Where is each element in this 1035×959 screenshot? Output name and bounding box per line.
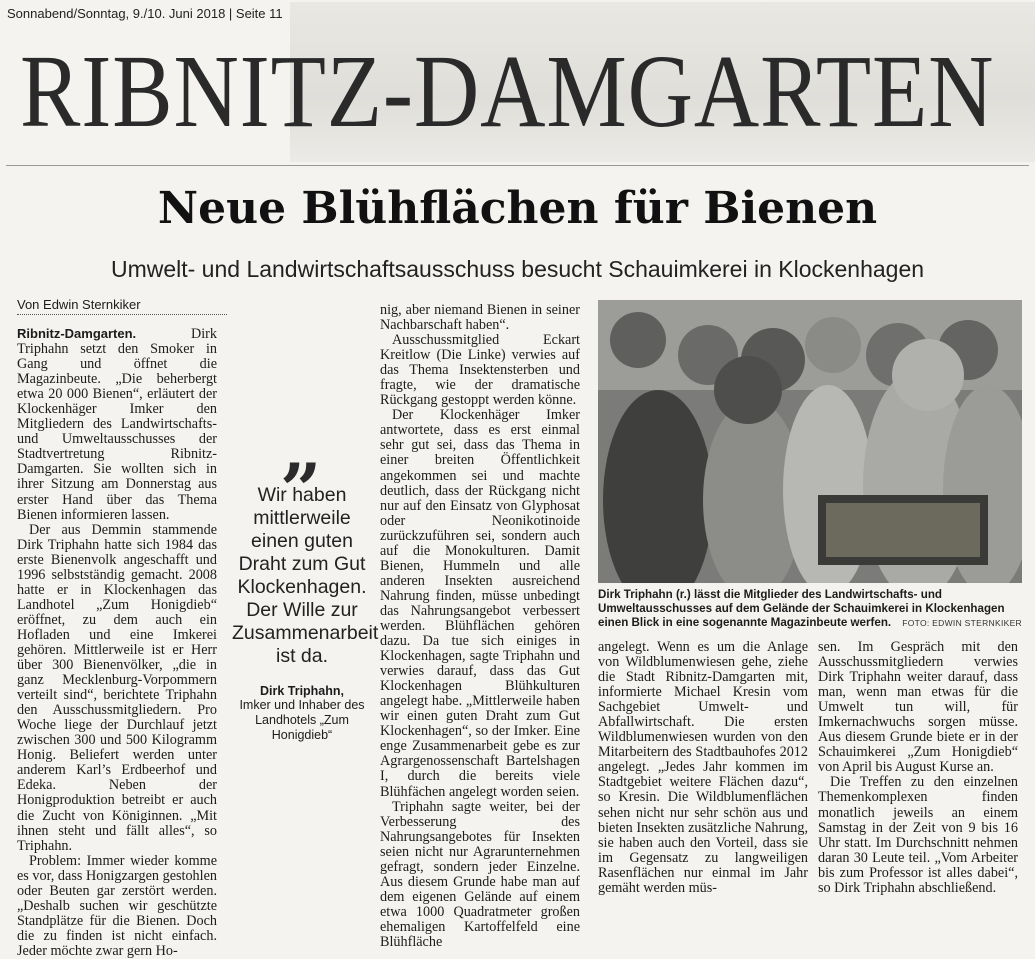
- paragraph: Triphahn sagte weiter, bei der Verbesserung des Nahrungsangebotes für Insekten seien nicht nur Agrarunternehmen gefragt, sondern jeder Einzelne. Aus diesem Grunde habe man auf dem eigenen Gelände auf einem etwa 1000 Quadratmeter großen ehemaligen Kartoffelfeld eine Blühfläche: [380, 798, 580, 950]
- paragraph: Problem: Immer wieder komme es vor, dass Honigzargen gestohlen oder Beuten gar zerstört werden. „Deshalb suchen wir geschützte Standplätze für die Bienen. Doch die zu finden ist nicht einfach. Jeder möchte zwar gern Ho-: [17, 852, 217, 959]
- paragraph: Der Klockenhäger Imker antwortete, dass es erst einmal sehr gut sei, dass das Thema in einer breiten Öffentlichkeit angekommen sei und machte deutlich, dass der Rückgang nicht nur auf den Einsatz von Glyphosat oder Neonikotinoide zurückzuführen sei, sondern auch auf die Monokulturen. Damit Bienen, Hummeln und alle anderen Insekten ausreichend Nahrung finden, müsse unbedingt das Nahrungsangebot verbessert werden. Blühflächen gehören dazu. Da tue sich einiges in Klockenhagen, sagte Triphahn und verwies darauf, dass das Gut Klockenhagen Blühkulturen angelegt habe. „Mittlerweile haben wir einen guten Draht zum Gut Klockenhagen“, so der Imker. Eine enge Zusammenarbeit gebe es zur Agrargenossenschaft Bartelshagen I, durch die bereits viele Blühfächen angelegt worden seien.: [380, 407, 580, 800]
- photo-caption: Dirk Triphahn (r.) lässt die Mitglieder des Landwirtschafts- und Umweltausschusses auf dem Gelände der Schauimkerei in Klockenhagen einen Blick in eine sogenannte Magazinbeute werfen.: [598, 588, 1005, 629]
- paragraph: Ausschussmitglied Eckart Kreitlow (Die Linke) verwies auf das Thema Insektensterben und fragte, wie der dramatische Rückgang gestoppt werden könne.: [380, 332, 580, 409]
- pull-quote: [232, 406, 379, 743]
- paragraph: sen. Im Gespräch mit den Ausschussmitgliedern verwies Dirk Triphahn weiter darauf, dass man, wenn man etwas für die Umwelt tun will, für Imkernachwuchs sorgen müsse. Aus diesem Grunde biete er in der Schauimkerei „Zum Honigdieb“ von April bis August Kurse an.: [818, 639, 1018, 776]
- photo-illustration: [598, 300, 1022, 583]
- photo-credit: FOTO: EDWIN STERNKIKER: [902, 618, 1022, 628]
- article-headline: Neue Blühflächen für Bienen: [157, 183, 878, 234]
- article-column-5: [818, 640, 1018, 896]
- paragraph: Dirk Triphahn setzt den Smoker in Gang und öffnet die Magazinbeute. „Die beherbergt etwa 20 000 Bienen“, erläutert der Klockenhäger Imker den Mitgliedern des Landwirtschafts- und Umweltausschusses der Stadtvertretung Ribnitz-Damgarten. Sie wollten sich in ihrer Sitzung am Donnerstag aus erster Hand über das Thema Bienen informieren lassen.: [17, 326, 217, 523]
- article-column-1: [17, 326, 217, 959]
- pull-quote-role: Imker und Inhaber des Landhotels „Zum Honigdieb“: [239, 698, 365, 742]
- pull-quote-text: Wir haben mittlerweile einen guten Draht zum Gut Klockenhagen. Der Wille zur Zusammenarbeit ist da.: [232, 484, 379, 667]
- article-column-3: [380, 303, 580, 950]
- article-byline: Von Edwin Sternkiker: [17, 297, 227, 315]
- paragraph: angelegt. Wenn es um die Anlage von Wildblumenwiesen gehe, ziehe die Stadt Ribnitz-Damgarten mit, informierte Michael Kresin vom Sachgebiet Umwelt- und Abfallwirtschaft. Die ersten Wildblumenwiesen wurden von den Mitarbeitern des Stadtbauhofes 2012 angelegt. „Jedes Jahr kommen im Stadtgebiet weitere Flächen dazu“, so Kresin. Die Wildblumenflächen sehen nicht nur sehr schön aus und bieten Insekten zusätzliche Nahrung, sie haben auch den Vorteil, dass sie im Gegensatz zu langweiligen Rasenflächen nur einmal im Jahr gemäht werden müs-: [598, 639, 808, 896]
- masthead-rule: [6, 165, 1029, 166]
- issue-dateline: Sonnabend/Sonntag, 9./10. Juni 2018 | Seite 11: [7, 6, 283, 21]
- article-subheadline: Umwelt- und Landwirtschaftsausschuss besucht Schauimkerei in Klockenhagen: [110, 256, 925, 282]
- pull-quote-name: Dirk Triphahn,: [259, 684, 345, 698]
- article-photo: [598, 300, 1022, 583]
- section-masthead: RIBNITZ-DAMGARTEN: [20, 34, 995, 149]
- paragraph: nig, aber niemand Bienen in seiner Nachbarschaft haben“.: [380, 302, 580, 334]
- article-column-4: [598, 640, 808, 896]
- paragraph: Der aus Demmin stammende Dirk Triphahn hatte sich 1984 das erste Bienenvolk angeschafft und 1996 selbstständig gemacht. 2008 hatte er in Klockenhagen das Landhotel „Zum Honigdieb“ eröffnet, zu dem auch ein Hofladen und eine Imkerei gehören. Mittlerweile ist er Herr über 300 Bienenvölker, „die in ganz Mecklenburg-Vorpommern verteilt sind“, berichtete Triphahn den Ausschussmitgliedern. Pro Woche liege der Durchlauf jetzt zwischen 300 und 500 Kilogramm Honig. Beliefert werden unter anderem Karl’s Erdbeerhof und Edeka. Neben der Honigproduktion betreibt er auch die Zucht von Königinnen. „Mit ihnen steht und fällt alles“, so Triphahn.: [17, 521, 217, 854]
- paragraph: Die Treffen zu den einzelnen Themenkomplexen finden monatlich jeweils an einem Samstag in der Zeit von 9 bis 16 Uhr statt. Im Durchschnitt nehmen daran 30 Leute teil. „Vom Arbeiter bis zum Professor ist alles dabei“, so Dirk Triphahn abschließend.: [818, 774, 1018, 896]
- quote-mark-icon: „: [281, 406, 323, 491]
- dateline-place: Ribnitz-Damgarten.: [17, 326, 137, 341]
